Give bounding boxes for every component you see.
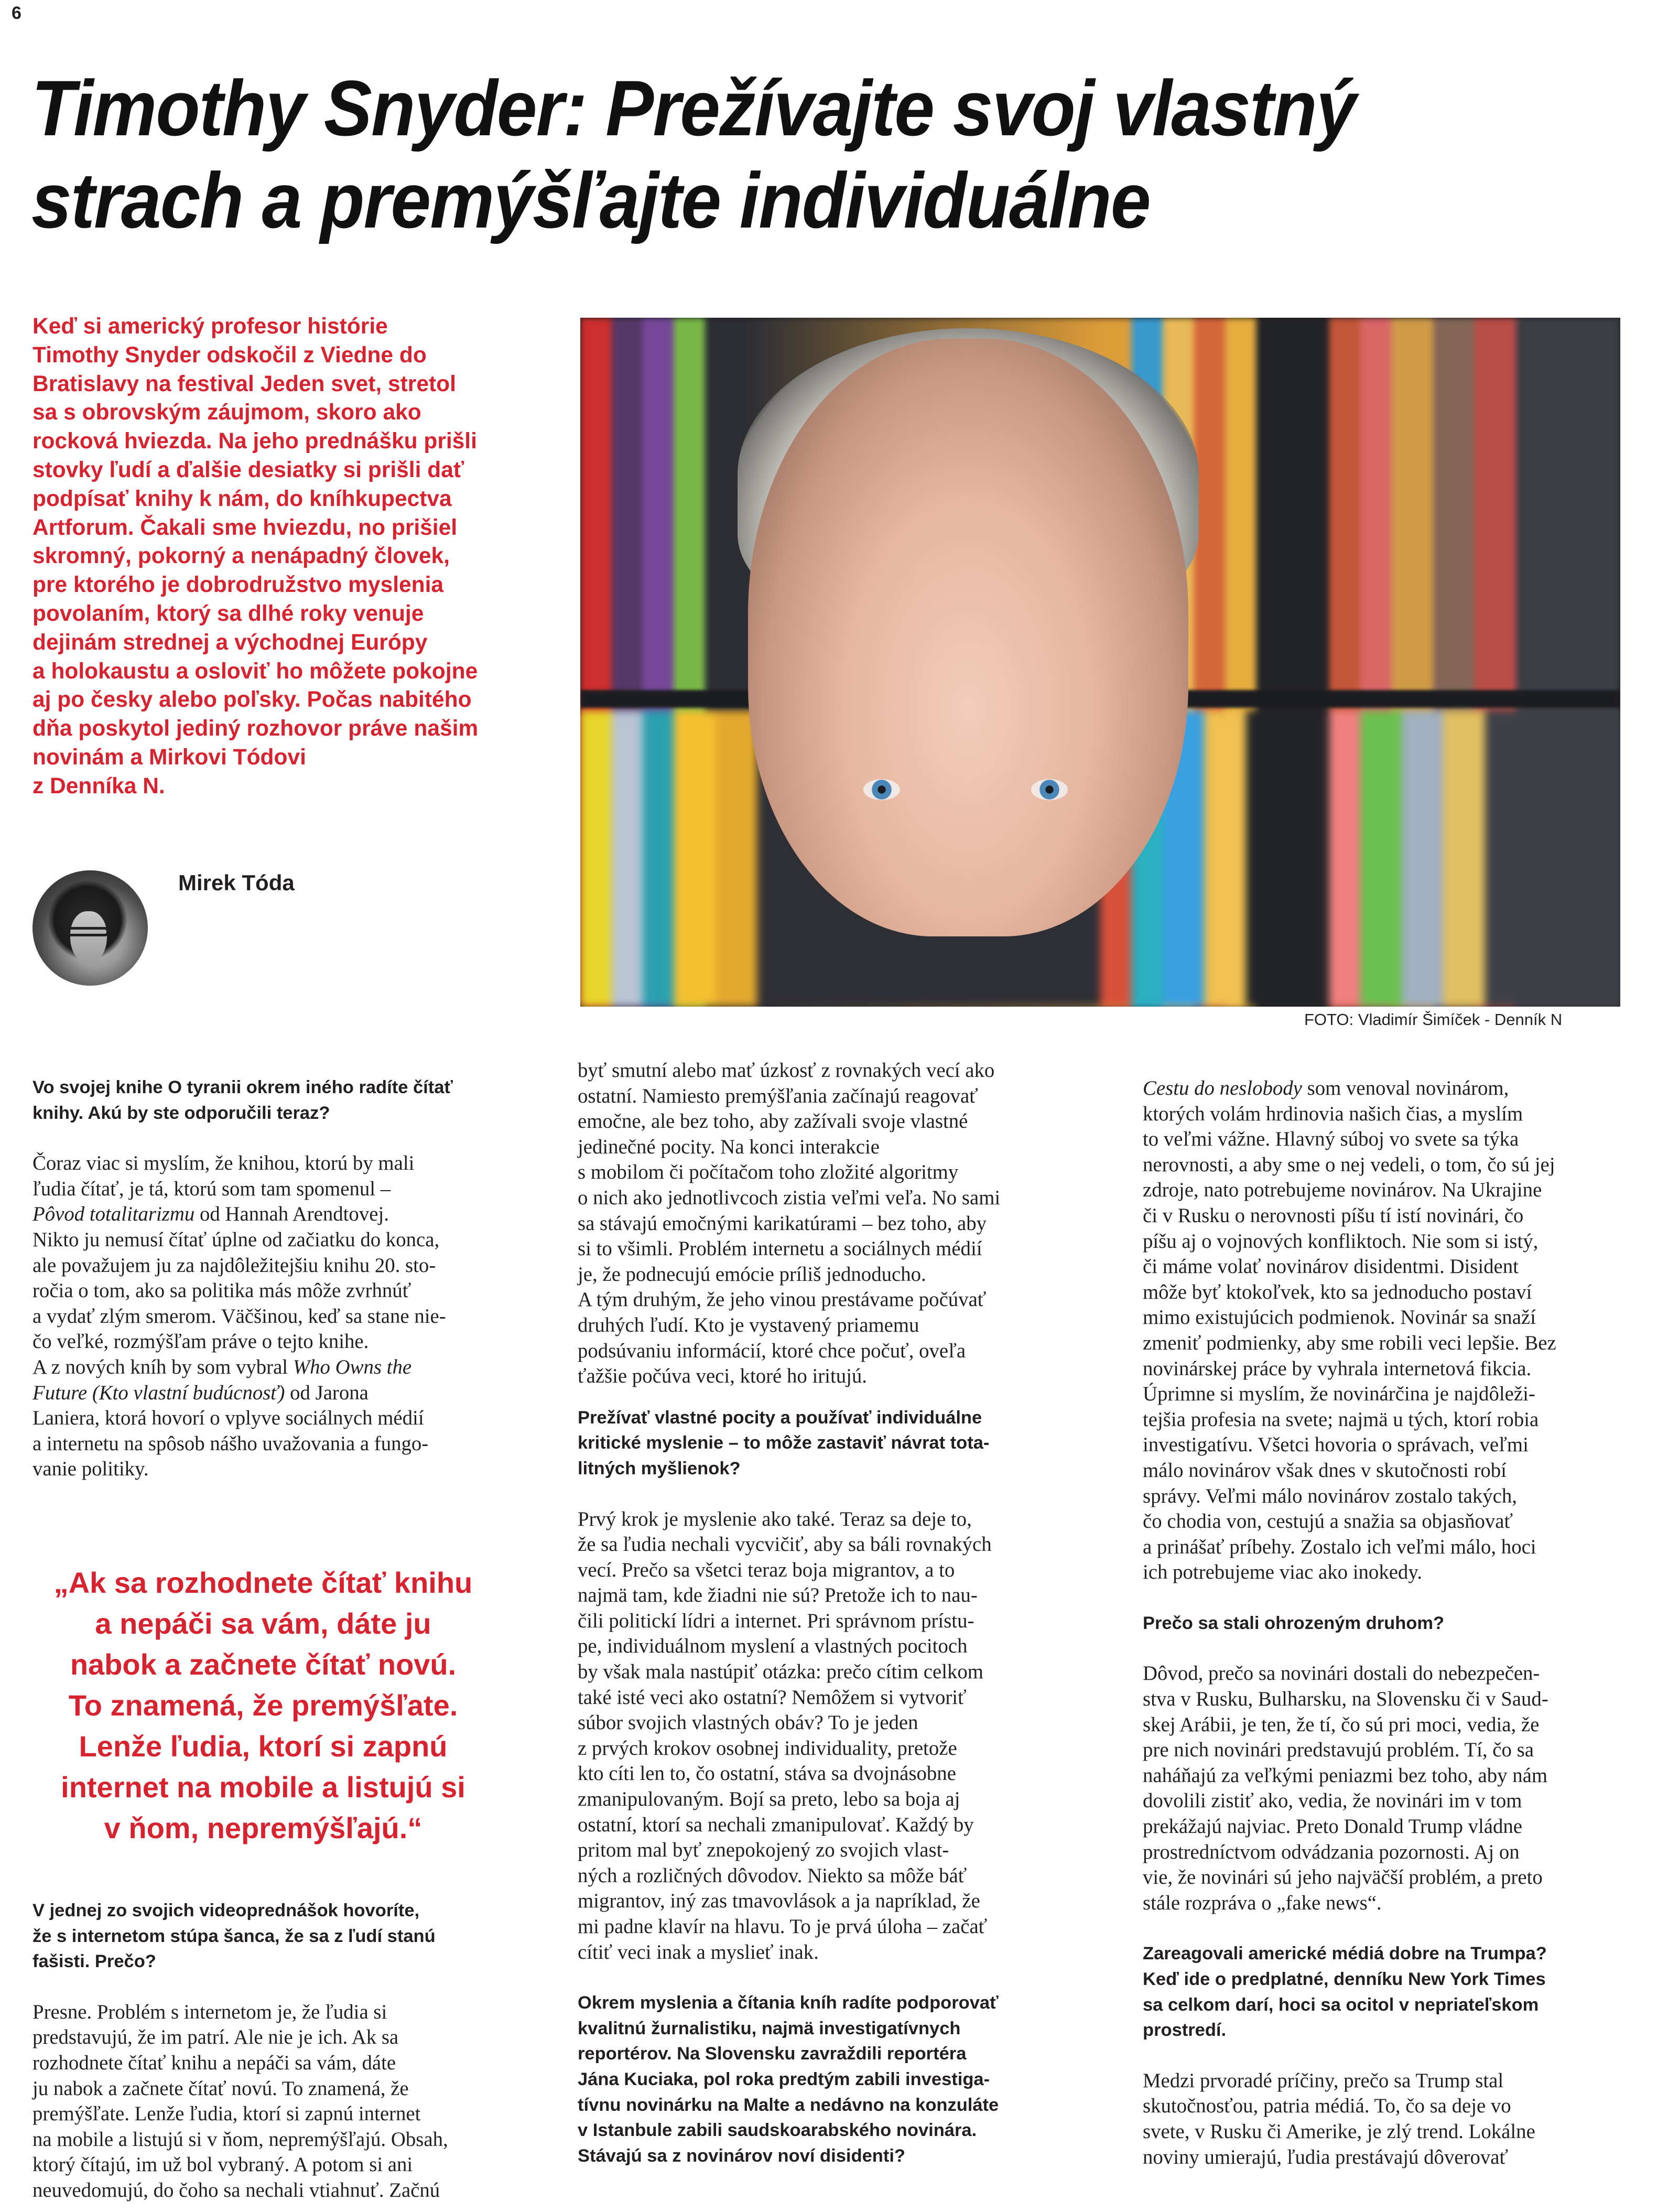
body-line: že sa ľudia nechali vycvičiť, aby sa báli rovnakých xyxy=(578,1533,992,1556)
body-line: naháňajú za veľkými peniazmi bez toho, aby nám xyxy=(1143,1764,1548,1787)
body-line: ostatní, ktorí sa nechali zmanipulovať. Každý by xyxy=(578,1813,974,1836)
question-line: Prečo sa stali ohrozeným druhom? xyxy=(1143,1613,1445,1633)
lead-paragraph xyxy=(33,312,562,801)
lead-line: Timothy Snyder odskočil z Viedne do xyxy=(33,342,427,368)
body-line: mimo existujúcich podmienok. Novinár sa snaží xyxy=(1143,1306,1536,1329)
body-line: A z nových kníh by som vybral Who Owns the xyxy=(33,1355,412,1378)
body-line: Úprimne si myslím, že novinárčina je najdôleži- xyxy=(1143,1383,1535,1406)
lead-line: z Denníka N. xyxy=(33,773,165,799)
page-number: 6 xyxy=(12,3,21,23)
body-line: vanie politiky. xyxy=(33,1458,149,1481)
body-line: svete, v Rusku či Amerike, je zlý trend. Lokálne xyxy=(1143,2120,1535,2143)
question-line: sa celkom darí, hoci sa ocitol v nepriateľskom xyxy=(1143,1994,1539,2015)
lead-line: sa s obrovským záujmom, skoro ako xyxy=(33,400,421,425)
body-line: ktorých volám hrdinovia našich čias, a myslím xyxy=(1143,1102,1523,1125)
question-line: litných myšlienok? xyxy=(578,1458,741,1479)
body-line: ostatní. Namiesto premýšľania začínajú reagovať xyxy=(578,1084,978,1107)
question-line: Keď ide o predplatné, denníku New York Times xyxy=(1143,1969,1546,1989)
body-line: a internetu na spôsob nášho uvažovania a fungo- xyxy=(33,1432,429,1455)
pull-quote-line: nabok a začnete čítať novú. xyxy=(70,1648,457,1681)
author-name: Mirek Tóda xyxy=(178,870,295,895)
body-line: zdroje, nato potrebujeme novinárov. Na Ukrajine xyxy=(1143,1179,1542,1202)
question-line: prostredí. xyxy=(1143,2020,1227,2041)
body-line: pritom mal byť znepokojený zo svojich vlast- xyxy=(578,1839,949,1862)
body-line: to veľmi vážne. Hlavný súboj vo svete sa týka xyxy=(1143,1128,1519,1151)
body-line: píšu aj o vojnových konfliktoch. Nie som si istý, xyxy=(1143,1229,1539,1253)
body-line: tejšia profesia na svete; najmä u tých, ktorí robia xyxy=(1143,1408,1539,1431)
question-line: kritické myslenie – to môže zastaviť návrat tota- xyxy=(578,1433,990,1453)
lead-line: Bratislavy na festival Jeden svet, stretol xyxy=(33,371,456,396)
lead-line: dňa poskytol jediný rozhovor práve našim xyxy=(33,716,479,741)
lead-line: a holokaustu a osloviť ho môžete pokojne xyxy=(33,659,478,684)
book-title: Cestu do neslobody xyxy=(1143,1077,1302,1099)
question-3 xyxy=(578,1405,1102,1482)
body-line: kto cíti len to, čo ostatní, stáva sa dvojnásobne xyxy=(578,1762,956,1785)
pull-quote-line: Lenže ľudia, ktorí si zapnú xyxy=(79,1730,448,1763)
answer-2 xyxy=(33,2000,557,2204)
body-line: a vydať zlým smerom. Väčšinou, keď sa stane nie- xyxy=(33,1304,446,1328)
body-line: ných a rozličných dôvodov. Niekto sa môže báť xyxy=(578,1864,967,1887)
body-line: Nikto ju nemusí čítať úplne od začiatku do konca, xyxy=(33,1228,440,1251)
photo-credit: FOTO: Vladimír Šimíček - Denník N xyxy=(1304,1010,1563,1029)
body-line: ale považujem ju za najdôležitejšiu knihu 20. sto- xyxy=(33,1254,436,1277)
lead-line: novinám a Mirkovi Tódovi xyxy=(33,744,306,770)
answer-3 xyxy=(578,1507,1102,1966)
answer-6 xyxy=(1143,2068,1667,2170)
body-line: novinárskej práce by vyhrala internetová fikcia. xyxy=(1143,1357,1532,1380)
question-line: Jána Kuciaka, pol roka predtým zabili investiga- xyxy=(578,2069,990,2089)
question-line: tívnu novinárku na Malte a nedávno na konzuláte xyxy=(578,2095,999,2115)
pull-quote-line: internet na mobile a listujú si xyxy=(61,1771,465,1804)
answer-1 xyxy=(33,1151,557,1482)
question-line: fašisti. Prečo? xyxy=(33,1951,156,1972)
body-line: a prinášať príbehy. Zostalo ich veľmi málo, hoci xyxy=(1143,1535,1536,1558)
body-line: neuvedomujú, do čoho sa nechali vtiahnuť. Začnú xyxy=(33,2178,440,2202)
body-line: Medzi prvoradé príčiny, prečo sa Trump stal xyxy=(1143,2069,1504,2092)
body-line: správy. Veľmi málo novinárov zostalo takých, xyxy=(1143,1484,1517,1507)
lead-line: aj po česky alebo poľsky. Počas nabitého xyxy=(33,687,472,713)
body-line: súbor svojich vlastných obáv? To je jeden xyxy=(578,1711,918,1734)
question-line: knihy. Akú by ste odporučili teraz? xyxy=(33,1103,330,1123)
pull-quote-line: a nepáči sa vám, dáte ju xyxy=(95,1607,431,1640)
body-line: sa stávajú emočnými karikatúrami – bez toho, aby xyxy=(578,1212,987,1235)
body-line: ročia o tom, ako sa politika más môže zvrhnúť xyxy=(33,1279,411,1302)
body-line: najmä tam, kde žiadni nie sú? Pretože ich to nau- xyxy=(578,1584,978,1607)
question-6 xyxy=(1143,1941,1667,2043)
question-line: v Istanbule zabili saudskoarabského novinára. xyxy=(578,2120,977,2141)
body-line: cítiť veci inak a myslieť inak. xyxy=(578,1940,819,1963)
body-line: Future (Kto vlastní budúcnosť) od Jarona xyxy=(33,1381,369,1404)
body-line: si to všimli. Problém internetu a sociálnych médií xyxy=(578,1237,982,1260)
body-line: podsúvaniu informácií, ktoré chce počuť, oveľa xyxy=(578,1339,966,1362)
question-line: kvalitnú žurnalistiku, najmä investigatívnych xyxy=(578,2018,961,2038)
body-line: by však mala nastúpiť otázka: prečo cítim celkom xyxy=(578,1660,983,1684)
question-line: V jednej zo svojich videoprednášok hovoríte, xyxy=(33,1901,420,1920)
body-line: ich potrebujeme viac ako inokedy. xyxy=(1143,1561,1422,1584)
body-line: čo veľké, rozmýšľam práve o tejto knihe. xyxy=(33,1330,369,1353)
body-line: či máme volať novinárov disidentmi. Disident xyxy=(1143,1255,1519,1278)
body-line: prostredníctvom odvádzania pozornosti. Aj on xyxy=(1143,1840,1520,1863)
body-line: Cestu do neslobody som venoval novinárom, xyxy=(1143,1077,1509,1099)
headline-line: Timothy Snyder: Prežívajte svoj vlastný xyxy=(31,64,1356,152)
answer-5 xyxy=(1143,1661,1667,1916)
question-line: že s internetom stúpa šanca, že sa z ľudí stanú xyxy=(33,1926,436,1946)
question-line: reportérov. Na Slovensku zavraždili reportéra xyxy=(578,2044,967,2064)
question-line: Prežívať vlastné pocity a používať individuálne xyxy=(578,1407,982,1428)
body-line: migrantov, iný zas tmavovlások a ja napríklad, že xyxy=(578,1890,980,1913)
body-line: Prvý krok je myslenie ako také. Teraz sa deje to, xyxy=(578,1507,972,1530)
body-line: stále rozpráva o „fake news“. xyxy=(1143,1891,1382,1914)
body-line: ťažšie počúva veci, ktoré ho iritujú. xyxy=(578,1365,868,1388)
lead-line: Artforum. Čakali sme hviezdu, no prišiel xyxy=(33,515,458,540)
lead-line: stovky ľudí a ďalšie desiatky si prišli dať xyxy=(33,457,464,482)
body-line: Laniera, ktorá hovorí o vplyve sociálnych médií xyxy=(33,1407,424,1430)
body-line: Čoraz viac si myslím, že knihou, ktorú by mali xyxy=(33,1152,415,1175)
body-line: s mobilom či počítačom toho zložité algoritmy xyxy=(578,1161,959,1184)
body-line: ktorý čítajú, im už bol vybraný. A potom si ani xyxy=(33,2153,413,2176)
lead-line: podpísať knihy k nám, do kníhkupectva xyxy=(33,486,452,511)
body-line: nerovnosti, a aby sme o nej vedeli, o tom, čo sú jej xyxy=(1143,1153,1555,1176)
lead-line: Keď si americký profesor histórie xyxy=(33,314,388,339)
body-line: mi padne klavír na hlavu. To je prvá úloha – začať xyxy=(578,1915,988,1938)
body-line: skej Arábii, je ten, že tí, čo sú pri moci, vedia, že xyxy=(1143,1713,1540,1736)
body-line: dovolili zistiť ako, vedia, že novinári im v tom xyxy=(1143,1789,1522,1812)
body-line: zmanipulovaným. Bojí sa preto, lebo sa boja aj xyxy=(578,1788,960,1811)
body-line: vecí. Prečo sa všetci teraz boja migrantov, a to xyxy=(578,1558,955,1581)
pull-quote-line: „Ak sa rozhodnete čítať knihu xyxy=(53,1566,473,1599)
body-line: Presne. Problém s internetom je, že ľudia si xyxy=(33,2000,387,2023)
book-title: Pôvod totalitarizmu xyxy=(33,1203,195,1226)
body-line: pre nich novinári predstavujú problém. Tí, čo sa xyxy=(1143,1739,1534,1762)
body-line: skutočnosťou, patria médiá. To, čo sa deje vo xyxy=(1143,2095,1511,2118)
lead-line: dejinám strednej a východnej Európy xyxy=(33,630,428,655)
body-line: môže byť ktokoľvek, kto sa jednoducho postaví xyxy=(1143,1280,1532,1303)
question-1 xyxy=(33,1075,557,1126)
body-line: prekážajú najviac. Preto Donald Trump vládne xyxy=(1143,1815,1523,1838)
body-line: ľudia čítať, je tá, ktorú som tam spomenul – xyxy=(33,1177,391,1200)
pull-quote-line: To znamená, že premýšľate. xyxy=(68,1689,458,1722)
body-line: Pôvod totalitarizmu od Hannah Arendtovej. xyxy=(33,1203,389,1226)
body-line: z prvých krokov osobnej individuality, pretože xyxy=(578,1736,957,1760)
body-line: A tým druhým, že jeho vinou prestávame počúvať xyxy=(578,1288,987,1311)
eye-left xyxy=(863,779,900,800)
pull-quote-line: v ňom, nepremýšľajú.“ xyxy=(104,1811,423,1844)
headline xyxy=(31,62,1517,246)
body-line: čili politickí lídri a internet. Pri správnom prístu- xyxy=(578,1609,974,1632)
body-line: čo chodia von, cestujú a snažia sa objasňovať xyxy=(1143,1510,1513,1533)
question-line: Zareagovali americké médiá dobre na Trumpa? xyxy=(1143,1944,1547,1964)
column-1 xyxy=(33,1075,557,1482)
eye-right xyxy=(1031,779,1068,800)
question-2 xyxy=(33,1898,557,1974)
author-avatar xyxy=(33,870,148,986)
question-4 xyxy=(578,1990,1102,2168)
column-1-lower xyxy=(33,1898,557,2204)
pull-quote xyxy=(33,1562,494,1849)
question-line: Okrem myslenia a čítania kníh radíte podporovať xyxy=(578,1993,999,2013)
body-line: jedinečné pocity. Na konci interakcie xyxy=(578,1135,880,1158)
main-photo xyxy=(580,318,1620,1007)
body-line: zmeniť podmienky, aby sme robili veci lepšie. Bez xyxy=(1143,1331,1556,1354)
book-title: Future (Kto vlastní budúcnosť) xyxy=(33,1381,285,1404)
lead-line: skromný, pokorný a nenápadný človek, xyxy=(33,544,450,569)
body-line: Dôvod, prečo sa novinári dostali do nebezpečen- xyxy=(1143,1662,1540,1685)
column-3 xyxy=(1143,1076,1667,2170)
body-line: pe, individuálnom myslení a vlastných pocitoch xyxy=(578,1635,968,1658)
body-line: noviny umierajú, ľudia prestávajú dôverovať xyxy=(1143,2145,1509,2168)
body-line: je, že podnecujú emócie príliš jednoducho. xyxy=(578,1263,926,1286)
body-line: málo novinárov však dnes v skutočnosti robí xyxy=(1143,1459,1507,1482)
headline-line: strach a premýšľajte individuálne xyxy=(31,156,1150,244)
lead-line: pre ktorého je dobrodružstvo myslenia xyxy=(33,573,444,598)
question-line: Vo svojej knihe O tyranii okrem iného radíte čítať xyxy=(33,1077,453,1097)
answer-4 xyxy=(1143,1076,1667,1585)
question-line: Stávajú sa z novinárov noví disidenti? xyxy=(578,2145,905,2166)
column-2 xyxy=(578,1058,1102,2168)
body-line: druhých ľudí. Kto je vystavený priamemu xyxy=(578,1313,919,1336)
body-line: ju nabok a začnete čítať novú. To znamená, že xyxy=(33,2077,409,2100)
body-line: o nich ako jednotlivcoch zistia veľmi veľa. No sami xyxy=(578,1186,1001,1209)
body-line: emočne, ale bez toho, aby zažívali svoje vlastné xyxy=(578,1110,968,1133)
lead-line: rocková hviezda. Na jeho prednášku prišli xyxy=(33,429,477,454)
answer-2-continued xyxy=(578,1058,1102,1389)
body-line: na mobile a listujú si v ňom, nepremýšľajú. Obsah, xyxy=(33,2128,448,2151)
body-line: či v Rusku o nerovnosti píšu tí istí novinári, čo xyxy=(1143,1204,1524,1227)
lead-line: povolaním, ktorý sa dlhé roky venuje xyxy=(33,601,424,626)
body-line: vie, že novinári sú jeho najväčší problém, a preto xyxy=(1143,1866,1543,1889)
body-line: investigatívu. Všetci hovoria o správach, veľmi xyxy=(1143,1433,1529,1456)
body-line: rozhodnete čítať knihu a nepáči sa vám, dáte xyxy=(33,2051,396,2074)
body-line: byť smutní alebo mať úzkosť z rovnakých vecí ako xyxy=(578,1059,995,1082)
body-line: premýšľate. Lenže ľudia, ktorí si zapnú internet xyxy=(33,2102,421,2125)
body-line: také isté veci ako ostatní? Nemôžem si vytvoriť xyxy=(578,1686,967,1709)
question-5 xyxy=(1143,1611,1667,1636)
body-line: stva v Rusku, Bulharsku, na Slovensku či v Saud- xyxy=(1143,1688,1548,1711)
body-line: predstavujú, že im patrí. Ale nie je ich. Ak sa xyxy=(33,2026,399,2049)
book-title: Who Owns the xyxy=(293,1355,412,1378)
